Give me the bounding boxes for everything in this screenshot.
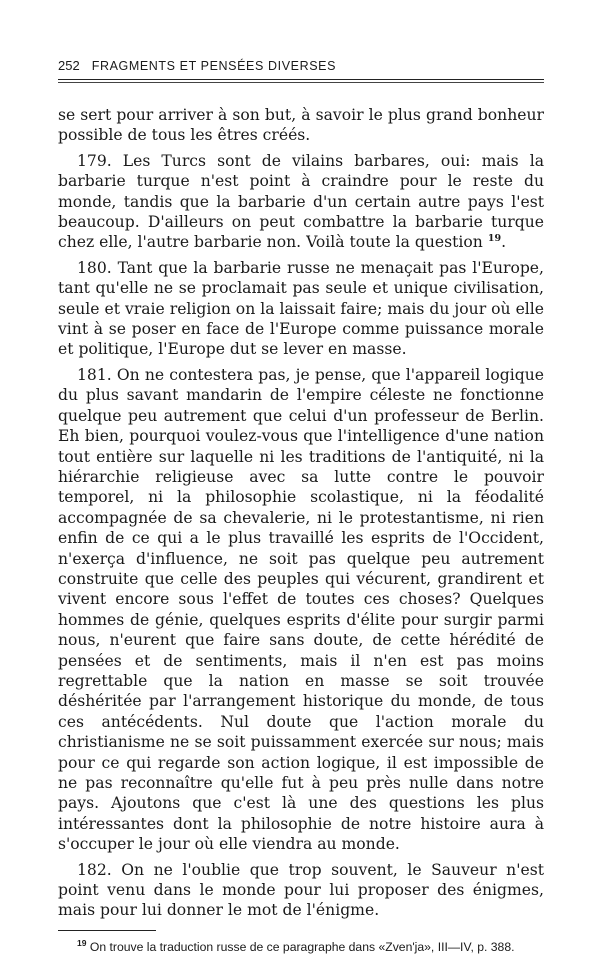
footnote-reference[interactable]: 19 bbox=[487, 233, 502, 245]
footnotes bbox=[58, 939, 544, 955]
paragraph-text: Les Turcs sont de vilains barbares, oui: mais la barbarie turque n'est point à craindre pour le reste du monde, tandis que la barbarie d'un certain autre pays l'est beaucoup. D'ailleurs on peut combattre la barbarie turque chez elle, l'autre barbarie non. Voilà toute la question bbox=[58, 151, 544, 252]
footnote-text: On trouve la traduction russe de ce paragraphe dans «Zven'ja», III—IV, p. 388. bbox=[89, 939, 515, 954]
paragraph-number: 181. bbox=[77, 365, 112, 384]
page-number: 252 bbox=[58, 58, 80, 73]
paragraph-text: se sert pour arriver à son but, à savoir le plus grand bonheur possible de tous les êtres créés. bbox=[58, 106, 544, 145]
paragraph-181 bbox=[58, 365, 544, 855]
paragraph-text: Tant que la barbarie russe ne menaçait pas l'Europe, tant qu'elle ne se proclamait pas seule et unique civilisation, seule et vraie religion on la laissait faire; mais du jour où elle vint à se poser en face de l'Europe comme puissance morale et politique, l'Europe dut se lever en masse. bbox=[58, 258, 544, 359]
paragraph-text: On ne l'oublie que trop souvent, le Sauveur n'est point venu dans le monde pour lui proposer des énigmes, mais pour lui donner le mot de l'énigme. bbox=[58, 860, 544, 920]
paragraph-text: On ne contestera pas, je pense, que l'appareil logique du plus savant mandarin de l'empire céleste ne fonctionne quelque peu autrement que celui d'un professeur de Berlin. Eh bien, pourquoi voulez-vous que l'intelligence d'une nation tout entière sur laquelle ni les traditions de l'antiquité, ni la hiérarchie religieuse avec sa lutte contre le pouvoir temporel, ni la philosophie scolastique, ni la féodalité accompagnée de sa chevalerie, ni le protestantisme, ni rien enfin de ce qui a le plus travaillé les esprits de l'Occident, n'exerça d'influence, ne soit pas quelque peu autrement construite que celle des peuples qui vécurent, grandirent et vivent encore sous l'effet de toutes ces choses? Quelques hommes de génie, quelques esprits d'élite pour surgir parmi nous, n'eurent que faire sans doute, de cette hérédité de pensées et de sentiments, mais il n'en est pas moins regrettable que la nation en masse se soit trouvée déshéritée par l'arrangement historique du monde, de tous ces antécédents. Nul doute que l'action morale du christianisme ne se soit puissamment exercée sur nous; mais pour ce qui regarde son action logique, il est impossible de ne pas reconnaître qu'elle fut à peu près nulle dans notre pays. Ajoutons que c'est là une des questions les plus intéressantes dont la philosophie de notre histoire aura à s'occuper le jour où elle viendra au monde. bbox=[58, 365, 544, 854]
footnote-marker: 19 bbox=[77, 937, 87, 948]
paragraph-continuation bbox=[58, 105, 544, 146]
paragraph-number: 182. bbox=[77, 860, 112, 879]
footnote-19 bbox=[58, 939, 544, 955]
body-text bbox=[58, 105, 544, 921]
header-rule bbox=[58, 79, 544, 83]
paragraph-number: 180. bbox=[77, 258, 112, 277]
paragraph-end-punctuation: . bbox=[501, 233, 507, 252]
running-title: FRAGMENTS ET PENSÉES DIVERSES bbox=[91, 59, 337, 73]
paragraph-179 bbox=[58, 151, 544, 253]
paragraph-182 bbox=[58, 860, 544, 921]
paragraph-number: 179. bbox=[77, 151, 112, 170]
paragraph-180 bbox=[58, 258, 544, 360]
footnote-rule bbox=[58, 930, 156, 931]
running-head bbox=[58, 58, 544, 74]
book-page bbox=[58, 58, 544, 955]
